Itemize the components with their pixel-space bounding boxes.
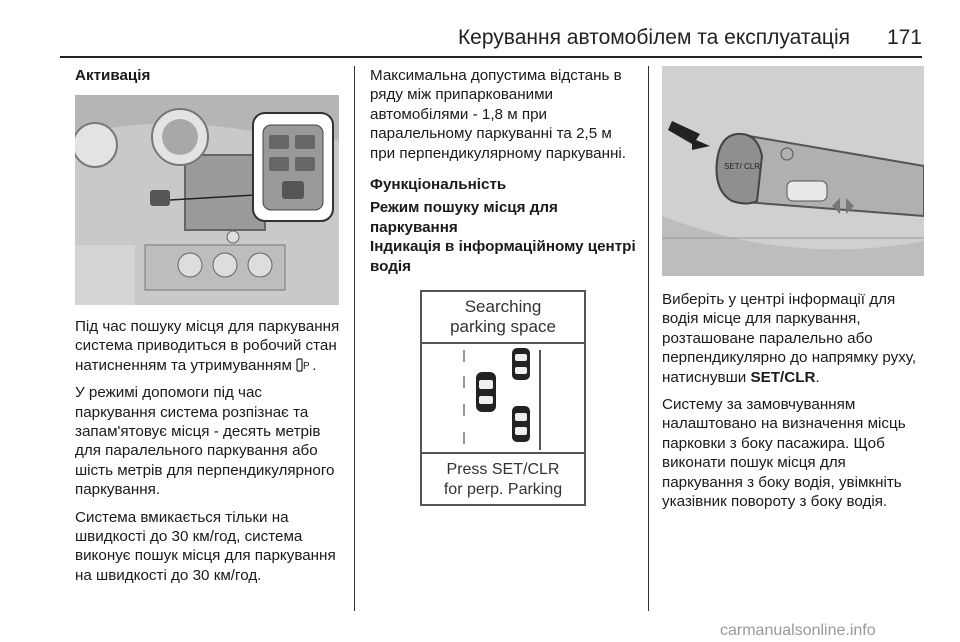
dashboard-figure bbox=[75, 95, 339, 305]
parked-car-icon bbox=[512, 406, 530, 442]
display-press-setclr-text: Press SET/CLR bbox=[446, 461, 560, 478]
select-space-text: Виберіть у центрі інформації для водія місце для паркування, розташоване паралельно або перпендикулярно до напрямку руху, натиснувши bbox=[662, 291, 917, 386]
select-space-text-end: . bbox=[815, 368, 820, 386]
watermark: carmanualsonline.info bbox=[720, 622, 876, 639]
speed-paragraph: Система вмикається тільки на швидкості до 30 км/год, система виконує пошук місця для паркування на швидкості до 30 км/год. bbox=[75, 508, 336, 584]
default-side-paragraph: Систему за замовчуванням налаштовано на визначення місць парковки з боку пасажира. Щоб виконати пошук місця для паркування з боку водія, увімкніть указівник повороту з боку водія. bbox=[662, 396, 906, 511]
page-header bbox=[60, 22, 922, 58]
display-parking-space-text: parking space bbox=[450, 317, 556, 336]
activation-text: Під час пошуку місця для паркування система приводиться в робочий стан натисненням та утримуванням bbox=[75, 318, 340, 374]
driver-info-display bbox=[420, 290, 586, 506]
stalk-figure bbox=[662, 66, 924, 276]
heading-search-mode: Режим пошуку місця для паркування bbox=[370, 199, 558, 236]
column-1-text bbox=[75, 317, 343, 593]
heading-functionality: Функціональність bbox=[370, 176, 507, 194]
display-bottom-message bbox=[422, 452, 584, 504]
car-icon bbox=[476, 372, 496, 412]
svg-text:P: P bbox=[303, 360, 310, 372]
select-space-paragraph bbox=[662, 290, 924, 387]
activation-paragraph bbox=[75, 317, 343, 375]
page-number: 171 bbox=[886, 26, 922, 49]
column-3-text bbox=[662, 290, 924, 519]
column-2 bbox=[370, 66, 638, 284]
stalk-setclr-label: SET/ CLR bbox=[724, 162, 761, 171]
section-heading-activation: Активація bbox=[75, 67, 151, 84]
column-divider-2 bbox=[648, 66, 649, 611]
distance-paragraph: Максимальна допустима відстань в ряду між припаркованими автомобілями - 1,8 м при паралельному паркуванні та 2,5 м при перпендикулярному паркуванні. bbox=[370, 67, 626, 162]
page-title: Керування автомобілем та експлуатація bbox=[457, 26, 850, 49]
column-divider-1 bbox=[354, 66, 355, 611]
setclr-button-label: SET/CLR bbox=[750, 368, 816, 386]
column-1 bbox=[75, 66, 343, 93]
display-top-message bbox=[422, 292, 584, 344]
parked-car-icon bbox=[512, 348, 530, 380]
display-searching-text: Searching bbox=[464, 297, 542, 316]
display-parking-graphic bbox=[422, 346, 584, 452]
display-perp-parking-text: for perp. Parking bbox=[443, 481, 563, 498]
assist-mode-paragraph: У режимі допомоги під час паркування система розпізнає та запам'ятовує місця - десять метрів для паралельного паркування або шість метрів для перпендикулярного паркування. bbox=[75, 384, 335, 499]
parking-assist-icon bbox=[296, 358, 312, 372]
heading-display-indication: Індикація в інформаційному центрі водія bbox=[370, 238, 636, 275]
activation-text-end: . bbox=[312, 356, 317, 374]
